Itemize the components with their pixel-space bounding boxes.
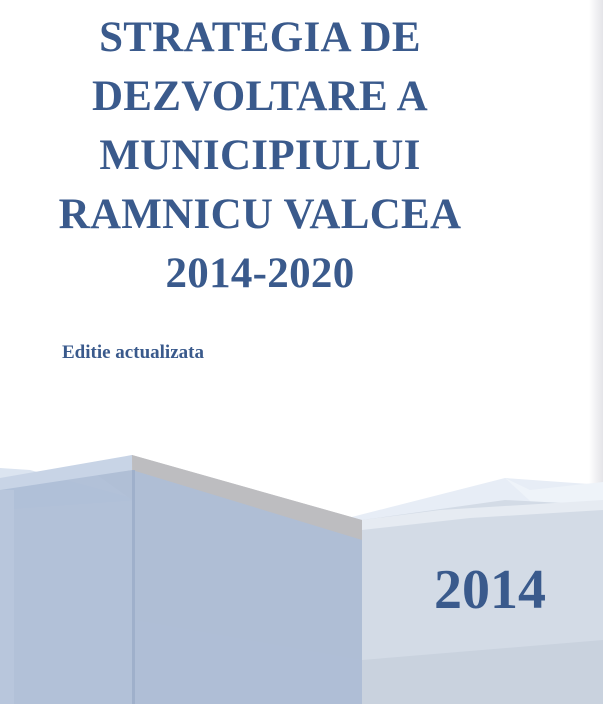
title-line-1: STRATEGIA DE bbox=[99, 14, 421, 61]
title-line-2: DEZVOLTARE A bbox=[91, 73, 429, 120]
decor-blue-edge bbox=[0, 490, 14, 704]
decor-center-divider bbox=[132, 470, 135, 704]
title-line-5-years: 2014-2020 bbox=[165, 250, 355, 297]
publication-year: 2014 bbox=[434, 559, 546, 621]
title-line-4: RAMNICU VALCEA bbox=[58, 191, 462, 238]
title-line-3: MUNICIPIULUI bbox=[99, 132, 421, 179]
edition-subtitle: Editie actualizata bbox=[62, 342, 204, 363]
